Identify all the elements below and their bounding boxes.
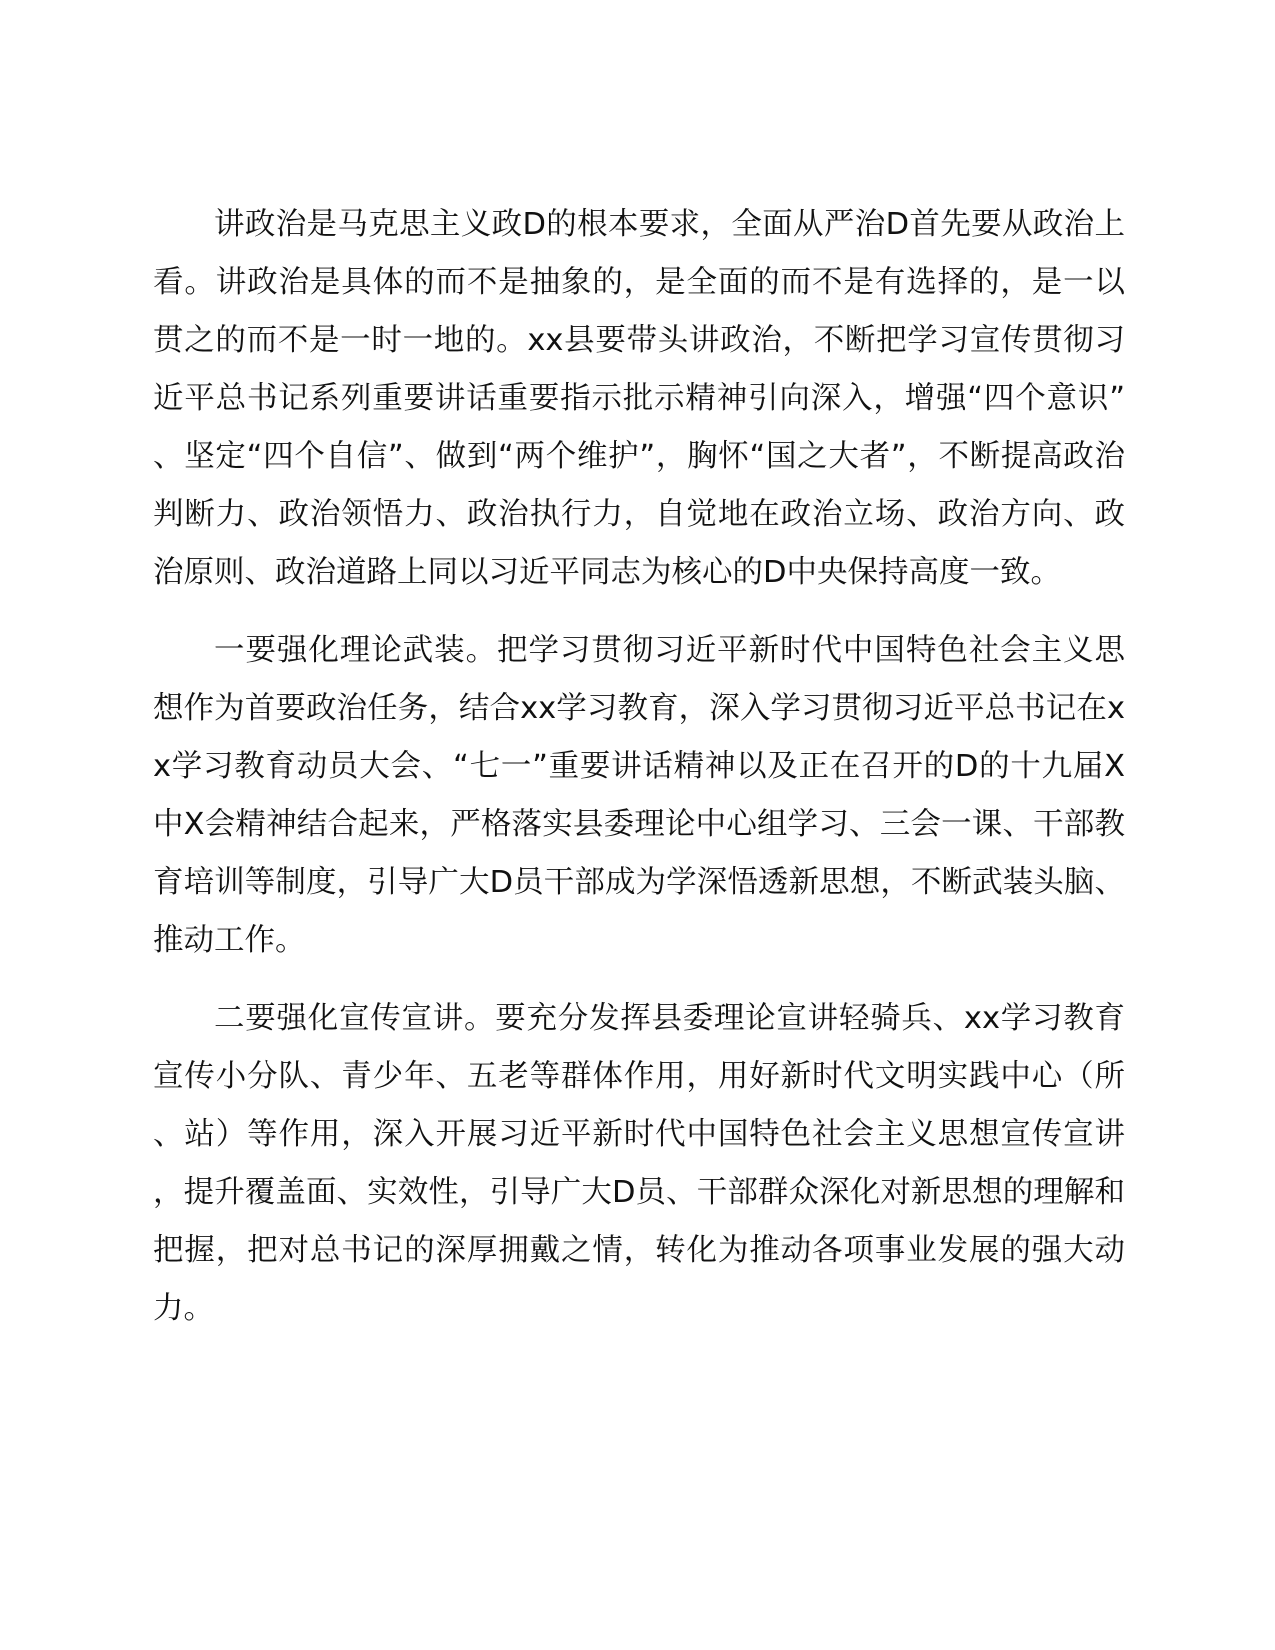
paragraph-publicity: 二要强化宣传宣讲。要充分发挥县委理论宣讲轻骑兵、xx学习教育宣传小分队、青少年、五老等群体作用，用好新时代文明实践中心（所、站）等作用，深入开展习近平新时代中国特色社会主义思想宣传宣讲，提升覆盖面、实效性，引导广大D员、干部群众深化对新思想的理解和把握，把对总书记的深厚拥戴之情，转化为推动各项事业发展的强大动力。 xyxy=(153,1001,1125,1326)
paragraph-theory: 一要强化理论武装。把学习贯彻习近平新时代中国特色社会主义思想作为首要政治任务，结合xx学习教育，深入学习贯彻习近平总书记在xx学习教育动员大会、“七一”重要讲话精神以及正在召开的D的十九届X中X会精神结合起来，严格落实县委理论中心组学习、三会一课、干部教育培训等制度，引导广大D员干部成为学深悟透新思想，不断武装头脑、推动工作。 xyxy=(153,633,1125,958)
paragraph-intro: 讲政治是马克思主义政D的根本要求，全面从严治D首先要从政治上看。讲政治是具体的而不是抽象的，是全面的而不是有选择的，是一以贯之的而不是一时一地的。xx县要带头讲政治，不断把学习宣传贯彻习近平总书记系列重要讲话重要指示批示精神引向深入，增强“四个意识”、坚定“四个自信”、做到“两个维护”，胸怀“国之大者”，不断提高政治判断力、政治领悟力、政治执行力，自觉地在政治立场、政治方向、政治原则、政治道路上同以习近平同志为核心的D中央保持高度一致。 xyxy=(153,207,1125,590)
document-body xyxy=(153,196,1125,1358)
